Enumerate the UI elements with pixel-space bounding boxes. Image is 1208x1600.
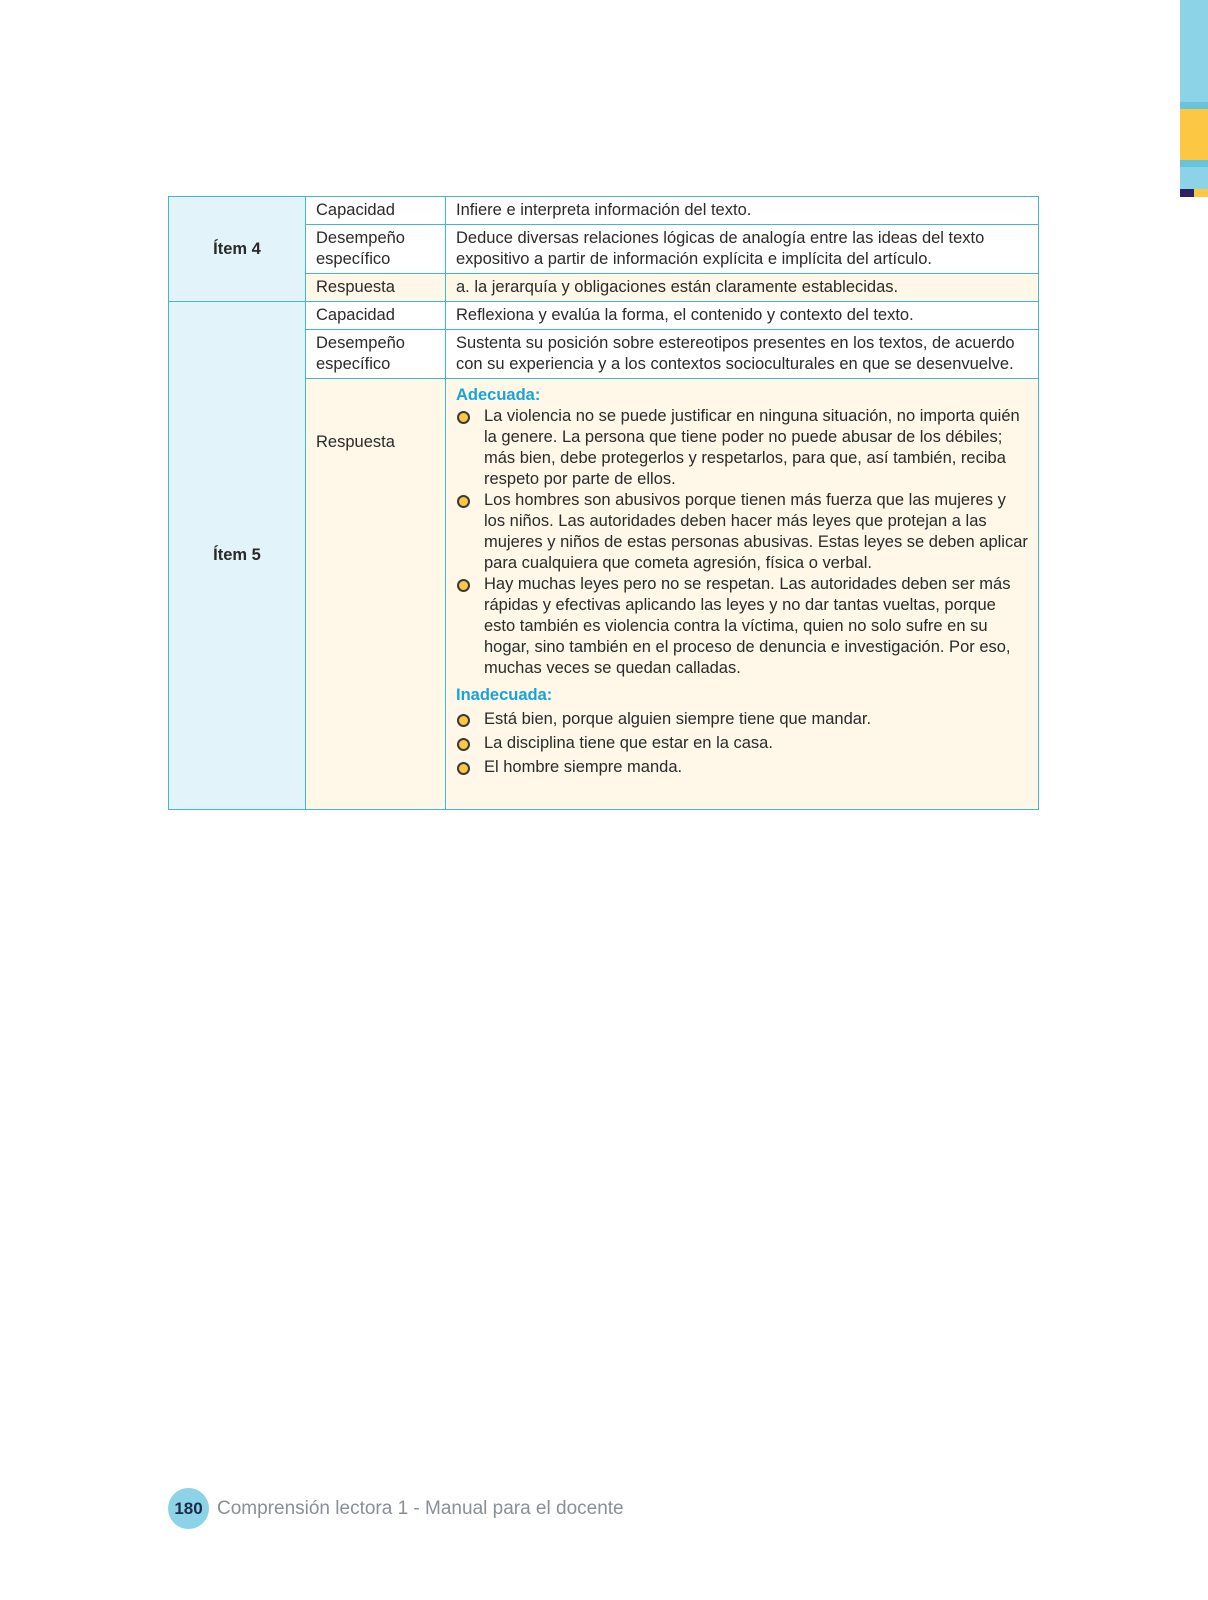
item5-capacidad-row [169,302,1039,330]
bullet-icon [457,411,470,424]
evaluation-table [168,196,1039,810]
page-number: 180 [168,1488,209,1529]
list-item [456,406,1028,490]
bullet-icon [457,738,470,751]
list-item-text: La disciplina tiene que estar en la casa. [484,734,773,752]
list-item-text: Los hombres son abusivos porque tienen más fuerza que las mujeres y los niños. Las autoridades deben hacer más leyes que protejan a las mujeres y niños de estas personas abusivas. Estas leyes se deben aplicar para cualquiera que cometa agresión, física o verbal. [484,491,1028,572]
adecuada-list [456,406,1028,679]
bullet-icon [457,495,470,508]
list-item-text: Hay muchas leyes pero no se respetan. Las autoridades deben ser más rápidas y efectivas aplicando las leyes y no dar tantas vueltas, porque esto también es violencia contra la víctima, quien no solo sufre en su hogar, sino también en el proceso de denuncia e investigación. Por eso, muchas veces se quedan calladas. [484,575,1011,677]
bullet-icon [457,579,470,592]
item5-label: Ítem 5 [169,302,306,810]
item4-capacidad: Infiere e interpreta información del texto. [446,197,1039,225]
item4-label: Ítem 4 [169,197,306,302]
bullet-icon [457,762,470,775]
capacidad-label: Capacidad [306,302,446,330]
item5-desempeno: Sustenta su posición sobre estereotipos presentes en los textos, de acuerdo con su experiencia y a los contextos socioculturales en que se desenvuelve. [446,330,1039,379]
adecuada-heading: Adecuada: [456,386,541,404]
edge-color-tab [1180,0,1208,198]
desempeno-label: Desempeño específico [306,225,446,274]
list-item [456,733,1028,754]
respuesta-label: Respuesta [306,274,446,302]
respuesta-label: Respuesta [306,379,446,810]
page-footer [168,1488,624,1529]
list-item-text: Está bien, porque alguien siempre tiene que mandar. [484,710,872,728]
desempeno-label: Desempeño específico [306,330,446,379]
bullet-icon [457,714,470,727]
book-title: Comprensión lectora 1 - Manual para el docente [217,1497,624,1519]
capacidad-label: Capacidad [306,197,446,225]
item5-respuesta [446,379,1039,810]
inadecuada-heading: Inadecuada: [456,686,553,704]
list-item [456,757,1028,778]
item4-capacidad-row [169,197,1039,225]
list-item [456,709,1028,730]
list-item [456,574,1028,679]
list-item [456,490,1028,574]
item5-capacidad: Reflexiona y evalúa la forma, el contenido y contexto del texto. [446,302,1039,330]
list-item-text: La violencia no se puede justificar en ninguna situación, no importa quién la genere. La persona que tiene poder no puede abusar de los débiles; más bien, debe protegerlos y respetarlos, para que, así también, reciba respeto por parte de ellos. [484,407,1020,488]
item4-respuesta: a. la jerarquía y obligaciones están claramente establecidas. [446,274,1039,302]
item4-desempeno: Deduce diversas relaciones lógicas de analogía entre las ideas del texto expositivo a partir de información explícita e implícita del artículo. [446,225,1039,274]
inadecuada-list [456,709,1028,778]
list-item-text: El hombre siempre manda. [484,758,683,776]
